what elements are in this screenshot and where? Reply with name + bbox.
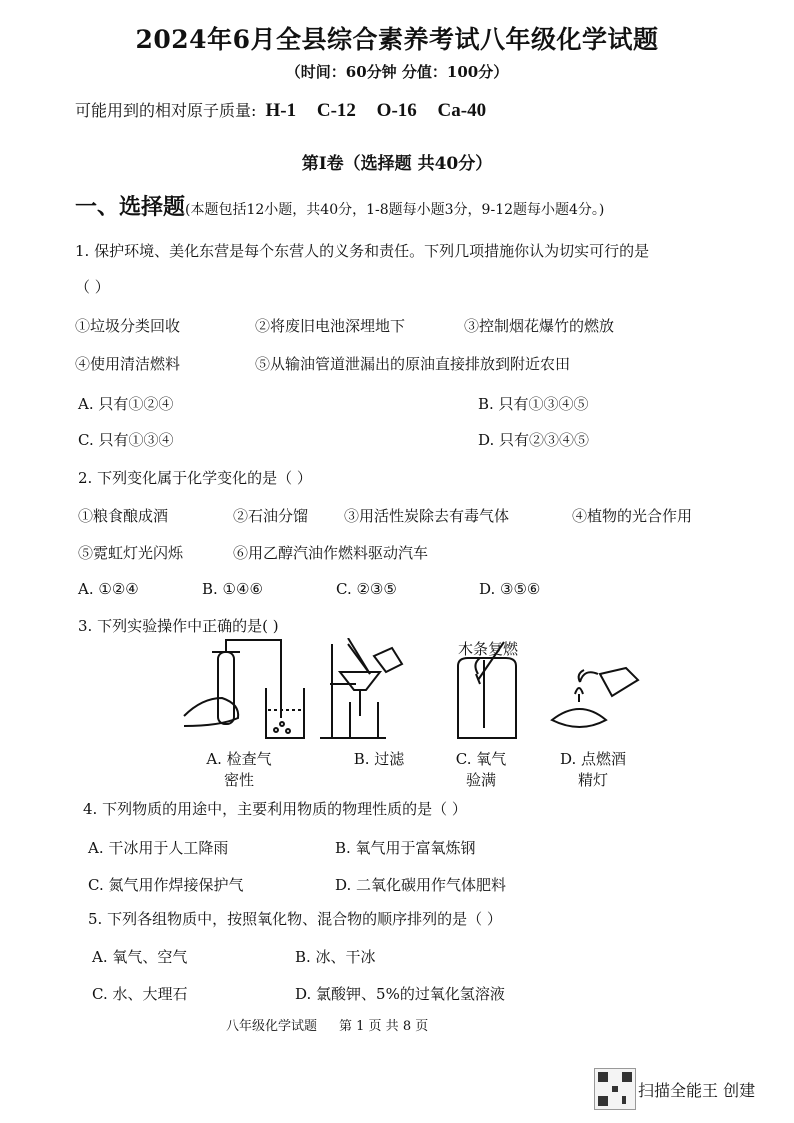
watermark-text: 扫描全能王 创建 [638, 1081, 756, 1100]
atomic-mass-line [75, 98, 502, 122]
qr-code-icon [594, 1068, 636, 1110]
q1-stem: 1. 保护环境、美化东营是每个东营人的义务和责任。下列几项措施你认为切实可行的是 [75, 242, 650, 260]
q2-option-a: A. ①②④ [78, 580, 139, 598]
q5-option-d: D. 氯酸钾、5%的过氧化氢溶液 [295, 985, 505, 1003]
q1-item-4: ④使用清洁燃料 [75, 355, 181, 373]
atomic-mass-o: O-16 [376, 100, 417, 121]
q2-item-2: ②石油分馏 [233, 507, 309, 525]
q2-option-d: D. ③⑤⑥ [479, 580, 541, 598]
q4-option-d: D. 二氧化碳用作气体肥料 [335, 876, 507, 894]
q4-option-c: C. 氮气用作焊接保护气 [88, 876, 244, 894]
figure-b-caption: B. 过滤 [353, 750, 405, 768]
q1-answer-blank: （ ） [75, 278, 110, 296]
q1-item-5: ⑤从输油管道泄漏出的原油直接排放到附近农田 [255, 355, 571, 373]
footer-subject: 八年级化学试题 [226, 1019, 318, 1034]
atomic-mass-label: 可能用到的相对原子质量: [75, 101, 257, 120]
q1-option-a: A. 只有①②④ [78, 395, 174, 413]
figure-d-caption-line-1: D. 点燃酒 [559, 750, 627, 768]
q2-item-5: ⑤霓虹灯光闪烁 [78, 544, 184, 562]
figure-d-caption [545, 749, 641, 791]
q5-stem: 5. 下列各组物质中，按照氧化物、混合物的顺序排列的是（ ） [88, 910, 502, 928]
q1-option-d: D. 只有②③④⑤ [478, 431, 590, 449]
figure-a-caption-line-2: 密性 [223, 771, 254, 789]
q2-item-4: ④植物的光合作用 [572, 507, 693, 525]
section-heading-line [75, 190, 604, 221]
exam-subtitle: （时间：60分钟 分值：100分） [285, 63, 509, 81]
figure-a-caption-line-1: A. 检查气 [206, 750, 272, 768]
q1-item-1: ①垃圾分类回收 [75, 317, 181, 335]
q1-option-c: C. 只有①③④ [78, 431, 174, 449]
q4-option-b: B. 氧气用于富氧炼钢 [335, 839, 476, 857]
q2-item-6: ⑥用乙醇汽油作燃料驱动汽车 [233, 544, 429, 562]
figure-a-caption [196, 749, 282, 791]
q1-item-2: ②将废旧电池深埋地下 [255, 317, 406, 335]
figure-b-filtration [320, 638, 402, 738]
q1-option-b: B. 只有①③④⑤ [478, 395, 589, 413]
footer-page-number: 第 1 页 共 8 页 [339, 1019, 429, 1034]
q5-option-a: A. 氧气、空气 [92, 948, 188, 966]
figure-c-caption-line-2: 验满 [465, 771, 496, 789]
q2-item-1: ①粮食酿成酒 [78, 507, 169, 525]
figure-d-alcohol-lamp [552, 668, 638, 727]
atomic-mass-values [266, 100, 503, 121]
figure-d-caption-line-2: 精灯 [577, 771, 608, 789]
q5-option-c: C. 水、大理石 [92, 985, 188, 1003]
exam-title: 2024年6月全县综合素养考试八年级化学试题 [135, 25, 659, 54]
figure-a-airtightness-check [184, 640, 304, 738]
figure-c-caption-line-1: C. 氧气 [455, 750, 507, 768]
q4-option-a: A. 干冰用于人工降雨 [88, 839, 229, 857]
part-title: 第I卷（选择题 共40分） [301, 154, 493, 174]
atomic-mass-c: C-12 [316, 100, 356, 121]
atomic-mass-ca: Ca-40 [437, 100, 487, 121]
q3-stem: 3. 下列实验操作中正确的是( ) [78, 617, 279, 635]
q2-option-c: C. ②③⑤ [336, 580, 397, 598]
q4-stem: 4. 下列物质的用途中，主要利用物质的物理性质的是（ ） [83, 800, 467, 818]
q1-item-3: ③控制烟花爆竹的燃放 [464, 317, 615, 335]
figure-c-label: 木条复燃 [458, 640, 519, 658]
q2-item-3: ③用活性炭除去有毒气体 [344, 507, 510, 525]
atomic-mass-h: H-1 [265, 100, 297, 121]
section-note: (本题包括12小题，共40分，1-8题每小题3分，9-12题每小题4分。) [185, 202, 605, 218]
figure-c-caption [446, 749, 516, 791]
q3-apparatus-figure [180, 638, 650, 750]
q2-option-b: B. ①④⑥ [202, 580, 263, 598]
q5-option-b: B. 冰、干冰 [295, 948, 376, 966]
q2-stem: 2. 下列变化属于化学变化的是（ ） [78, 469, 312, 487]
section-heading: 一、选择题 [75, 194, 186, 220]
page-footer [226, 1015, 450, 1034]
